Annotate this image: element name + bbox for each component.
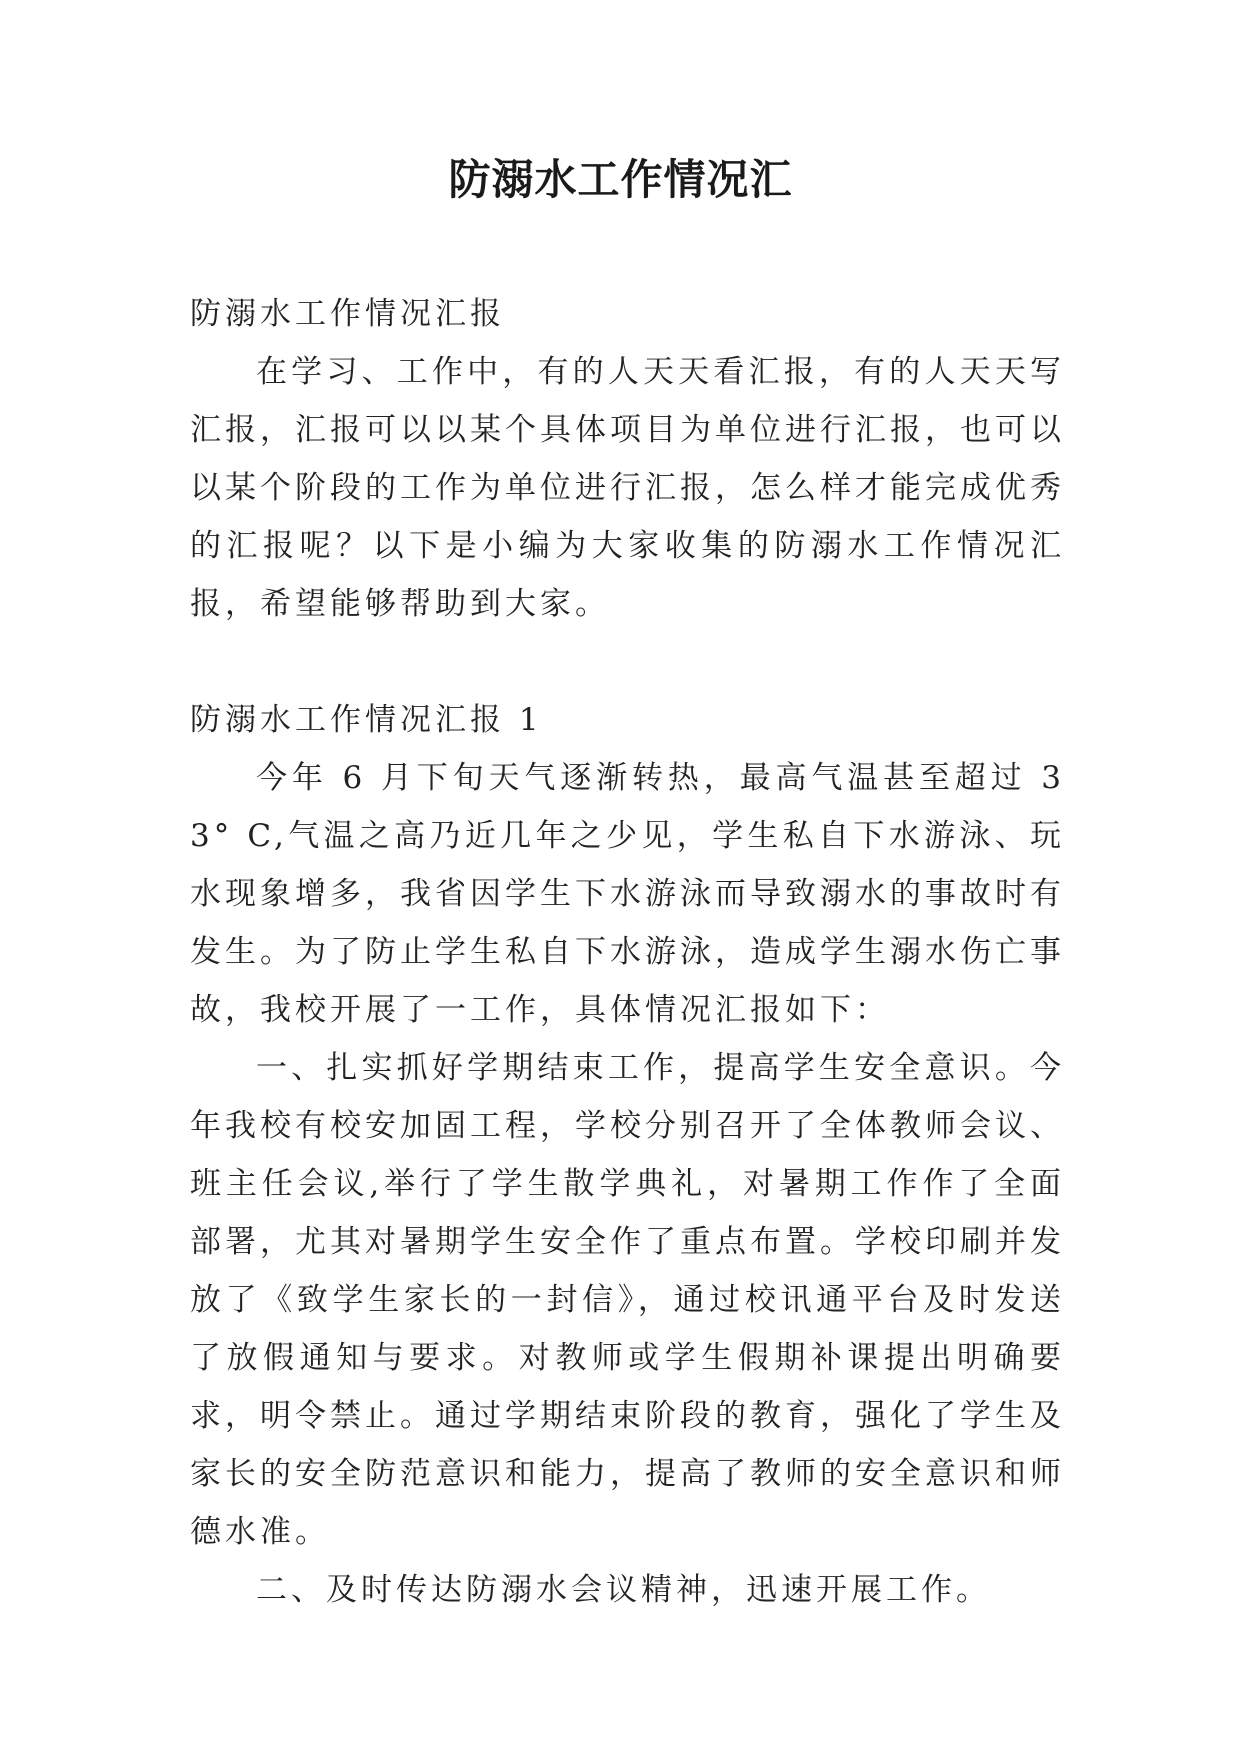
section-1-heading: 防溺水工作情况汇报 1 — [190, 702, 543, 738]
document-title: 防溺水工作情况汇 — [448, 155, 793, 204]
section-1-paragraph-3: 二、及时传达防溺水会议精神，迅速开展工作。 — [256, 1572, 991, 1608]
section-1-paragraph-2: 一、扎实抓好学期结束工作，提高学生安全意识。今年我校有校安加固工程，学校分别召开了全体教师会议、班主任会议,举行了学生散学典礼，对暑期工作作了全面部署，尤其对暑期学生安全作了重点布置。学校印刷并发放了《致学生家长的一封信》，通过校讯通平台及时发送了放假通知与要求。对教师或学生假期补课提出明确要求，明令禁止。通过学期结束阶段的教育，强化了学生及家长的安全防范意识和能力，提高了教师的安全意识和师德水准。 — [190, 1050, 1065, 1550]
section-spacer — [190, 633, 1065, 691]
document-body — [190, 285, 1065, 1619]
section-1-paragraph-1: 今年 6 月下旬天气逐渐转热，最高气温甚至超过 33° C,气温之高乃近几年之少见，学生私自下水游泳、玩水现象增多，我省因学生下水游泳而导致溺水的事故时有发生。为了防止学生私自下水游泳，造成学生溺水伤亡事故，我校开展了一工作，具体情况汇报如下： — [190, 760, 1065, 1028]
intro-paragraph: 在学习、工作中，有的人天天看汇报，有的人天天写汇报，汇报可以以某个具体项目为单位进行汇报，也可以以某个阶段的工作为单位进行汇报，怎么样才能完成优秀的汇报呢？以下是小编为大家收集的防溺水工作情况汇报，希望能够帮助到大家。 — [190, 354, 1065, 622]
intro-heading: 防溺水工作情况汇报 — [190, 296, 505, 332]
